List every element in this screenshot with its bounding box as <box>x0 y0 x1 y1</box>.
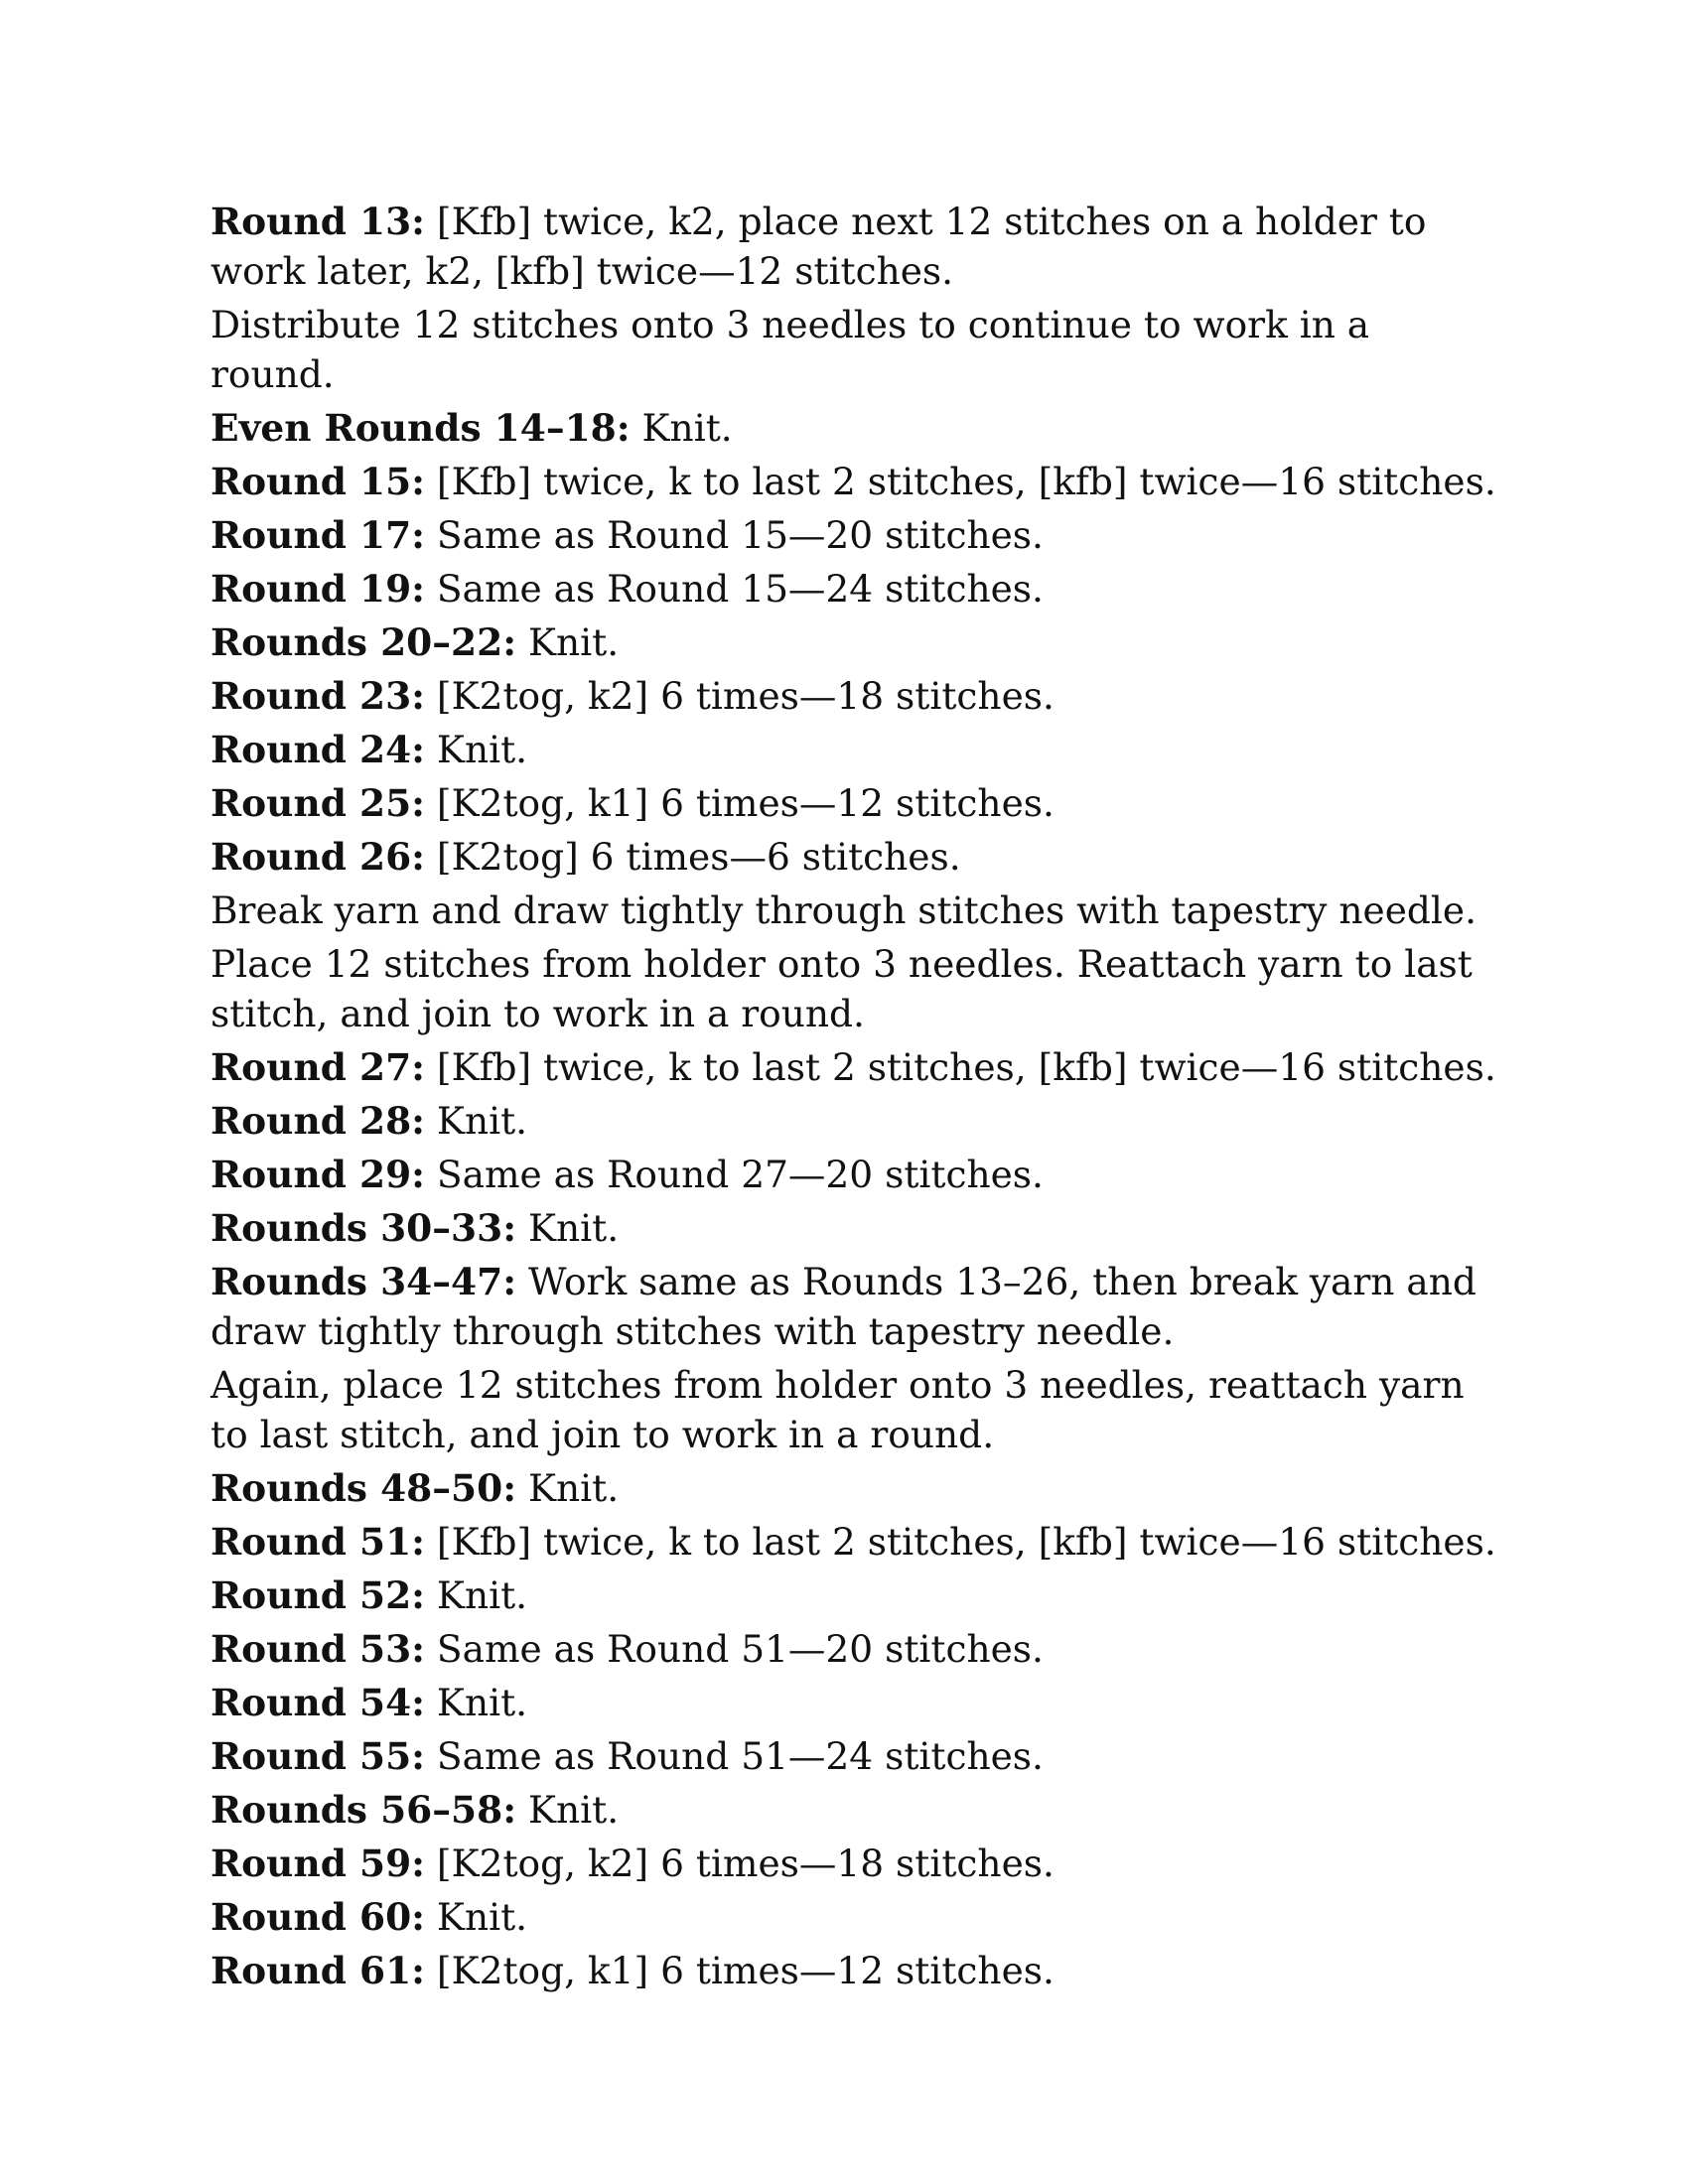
instruction-label: Round 13: <box>211 200 426 243</box>
instruction-text: Place 12 stitches from holder onto 3 needles. Reattach yarn to last stitch, and join to work in a round. <box>211 942 1473 1035</box>
instruction-text: Distribute 12 stitches onto 3 needles to continue to work in a round. <box>211 303 1370 396</box>
instruction-text: [K2tog] 6 times—6 stitches. <box>425 835 961 879</box>
instruction-label: Round 59: <box>211 1842 426 1885</box>
instruction-label: Rounds 34–47: <box>211 1260 517 1303</box>
instruction-label: Round 27: <box>211 1045 426 1089</box>
instruction-label: Rounds 48–50: <box>211 1466 517 1510</box>
instruction-rounds-56-58 <box>211 1785 1501 1835</box>
instruction-text: Same as Round 15—20 stitches. <box>425 513 1044 557</box>
instruction-text: [K2tog, k2] 6 times—18 stitches. <box>425 674 1055 718</box>
instruction-distribute <box>211 300 1501 399</box>
instruction-text: Same as Round 15—24 stitches. <box>425 567 1044 611</box>
instruction-round-13 <box>211 197 1501 296</box>
instruction-again-place <box>211 1360 1501 1459</box>
instruction-round-24 <box>211 725 1501 774</box>
instruction-text: Work same as Rounds 13–26, then break yarn and draw tightly through stitches with tapestry needle. <box>211 1260 1477 1353</box>
instruction-label: Round 17: <box>211 513 426 557</box>
instruction-text: Same as Round 51—24 stitches. <box>425 1734 1044 1778</box>
instruction-text: Again, place 12 stitches from holder onto 3 needles, reattach yarn to last stitch, and join to work in a round. <box>211 1363 1465 1456</box>
instruction-text: [Kfb] twice, k to last 2 stitches, [kfb] twice—16 stitches. <box>425 1045 1496 1089</box>
instruction-round-52 <box>211 1570 1501 1620</box>
instruction-round-27 <box>211 1042 1501 1092</box>
instruction-text: Knit. <box>516 1788 620 1832</box>
instruction-label: Round 23: <box>211 674 426 718</box>
instruction-round-26 <box>211 832 1501 882</box>
instruction-label: Even Rounds 14–18: <box>211 406 631 450</box>
instruction-label: Round 54: <box>211 1681 426 1724</box>
instruction-label: Round 26: <box>211 835 426 879</box>
instruction-text: Knit. <box>516 620 620 664</box>
instruction-round-23 <box>211 671 1501 721</box>
instruction-text: Knit. <box>425 1573 528 1617</box>
instruction-text: Same as Round 51—20 stitches. <box>425 1627 1044 1671</box>
instruction-label: Round 15: <box>211 460 426 503</box>
instruction-text: [Kfb] twice, k2, place next 12 stitches on a holder to work later, k2, [kfb] twice—12 stitches. <box>211 200 1427 293</box>
instruction-text: [Kfb] twice, k to last 2 stitches, [kfb] twice—16 stitches. <box>425 460 1496 503</box>
instruction-label: Round 61: <box>211 1949 426 1992</box>
instruction-round-51 <box>211 1517 1501 1567</box>
instruction-text: [K2tog, k1] 6 times—12 stitches. <box>425 781 1055 825</box>
instruction-label: Round 24: <box>211 728 426 771</box>
instruction-text: Break yarn and draw tightly through stitches with tapestry needle. <box>211 888 1477 932</box>
instruction-label: Round 51: <box>211 1520 426 1564</box>
pattern-page <box>211 197 1501 1999</box>
instruction-label: Rounds 30–33: <box>211 1206 517 1250</box>
instruction-label: Round 19: <box>211 567 426 611</box>
instruction-text: [K2tog, k2] 6 times—18 stitches. <box>425 1842 1055 1885</box>
instruction-text: [Kfb] twice, k to last 2 stitches, [kfb] twice—16 stitches. <box>425 1520 1496 1564</box>
instruction-label: Round 29: <box>211 1153 426 1196</box>
instruction-round-53 <box>211 1624 1501 1674</box>
instruction-round-15 <box>211 457 1501 506</box>
instruction-label: Rounds 20–22: <box>211 620 517 664</box>
instruction-label: Round 55: <box>211 1734 426 1778</box>
instruction-text: Knit. <box>516 1206 620 1250</box>
instruction-label: Round 25: <box>211 781 426 825</box>
instruction-rounds-30-33 <box>211 1203 1501 1253</box>
instruction-round-55 <box>211 1731 1501 1781</box>
instruction-place-stitches <box>211 939 1501 1038</box>
instruction-rounds-20-22 <box>211 617 1501 667</box>
instruction-label: Round 28: <box>211 1099 426 1143</box>
instruction-round-28 <box>211 1096 1501 1146</box>
instruction-label: Round 60: <box>211 1895 426 1939</box>
instruction-round-19 <box>211 564 1501 614</box>
instruction-text: Knit. <box>425 1895 528 1939</box>
instruction-text: Knit. <box>425 1099 528 1143</box>
instruction-label: Round 53: <box>211 1627 426 1671</box>
instruction-round-60 <box>211 1892 1501 1942</box>
instruction-label: Round 52: <box>211 1573 426 1617</box>
instruction-round-17 <box>211 510 1501 560</box>
instruction-rounds-34-47 <box>211 1257 1501 1356</box>
instruction-text: Knit. <box>425 728 528 771</box>
instruction-even-rounds-14-18 <box>211 403 1501 453</box>
instruction-rounds-48-50 <box>211 1463 1501 1513</box>
instruction-round-59 <box>211 1839 1501 1888</box>
instruction-text: [K2tog, k1] 6 times—12 stitches. <box>425 1949 1055 1992</box>
instruction-text: Knit. <box>630 406 733 450</box>
instruction-text: Knit. <box>425 1681 528 1724</box>
instruction-text: Same as Round 27—20 stitches. <box>425 1153 1044 1196</box>
instruction-round-54 <box>211 1678 1501 1727</box>
instruction-round-61 <box>211 1946 1501 1995</box>
instruction-text: Knit. <box>516 1466 620 1510</box>
instruction-round-29 <box>211 1150 1501 1199</box>
instruction-break-yarn <box>211 886 1501 935</box>
instruction-label: Rounds 56–58: <box>211 1788 517 1832</box>
instruction-round-25 <box>211 778 1501 828</box>
